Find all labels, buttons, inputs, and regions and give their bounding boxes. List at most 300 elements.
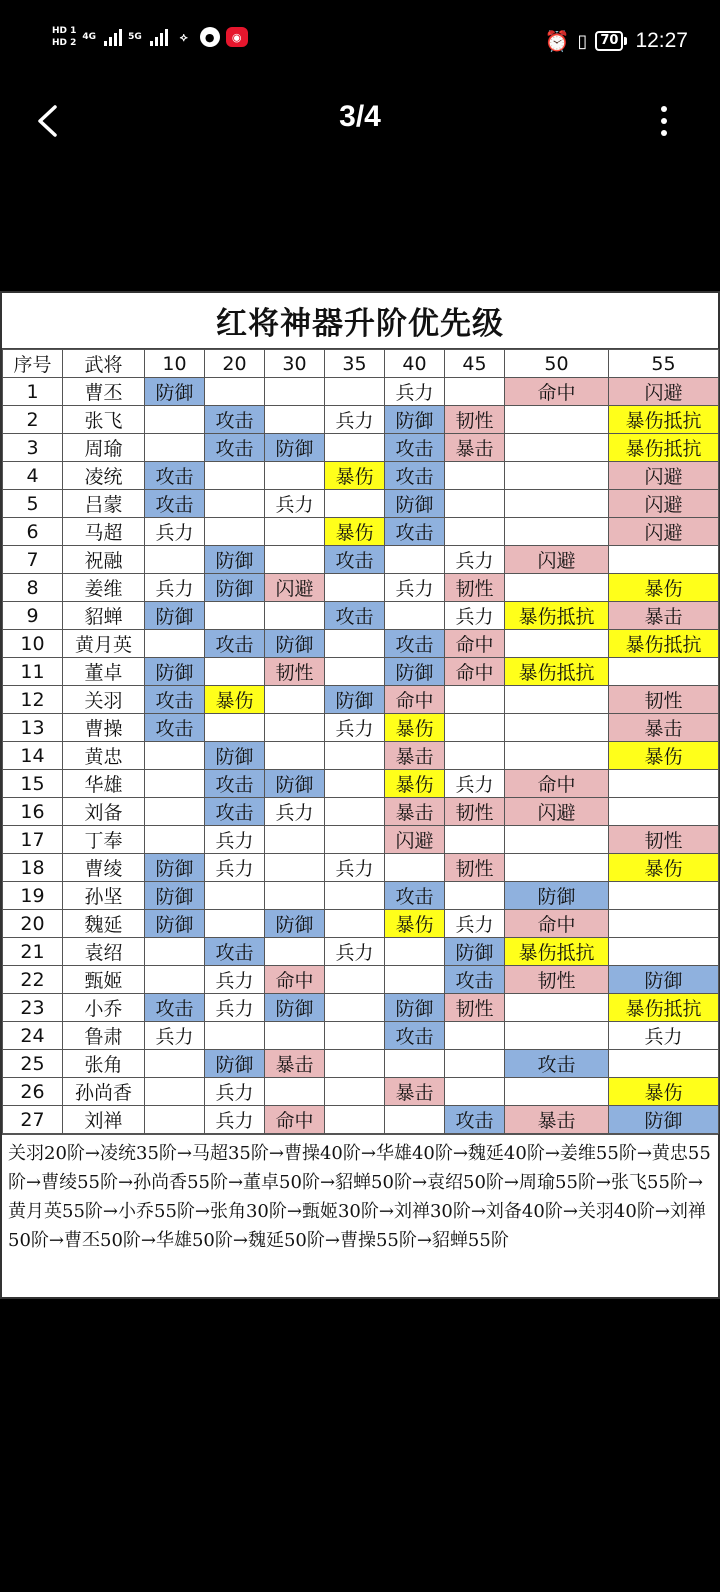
attribute-cell: 防御 [505,882,609,910]
attribute-cell [265,714,325,742]
attribute-cell [325,966,385,994]
row-number: 19 [3,882,63,910]
general-name: 凌统 [63,462,145,490]
attribute-cell: 防御 [385,658,445,686]
attribute-cell: 暴击 [609,602,719,630]
attribute-cell [445,1022,505,1050]
attribute-cell: 韧性 [505,966,609,994]
attribute-cell: 暴伤抵抗 [505,602,609,630]
table-row [3,882,719,910]
general-name: 丁奉 [63,826,145,854]
network-4g-label: 4G [82,32,97,42]
attribute-cell: 攻击 [205,630,265,658]
attribute-cell: 防御 [609,966,719,994]
attribute-cell: 兵力 [325,938,385,966]
table-row [3,994,719,1022]
attribute-cell [145,1106,205,1134]
attribute-cell: 暴伤 [609,854,719,882]
attribute-cell: 攻击 [385,1022,445,1050]
column-header: 35 [325,350,385,378]
general-name: 张角 [63,1050,145,1078]
attribute-cell [445,490,505,518]
attribute-cell: 闪避 [505,798,609,826]
attribute-cell: 暴伤 [385,770,445,798]
general-name: 魏延 [63,910,145,938]
attribute-cell [325,798,385,826]
attribute-cell [445,826,505,854]
attribute-cell [445,1050,505,1078]
attribute-cell [205,882,265,910]
attribute-cell: 防御 [205,546,265,574]
attribute-cell: 闪避 [609,490,719,518]
attribute-cell [145,630,205,658]
attribute-cell [325,742,385,770]
attribute-cell: 攻击 [385,630,445,658]
attribute-cell [265,1022,325,1050]
attribute-cell [385,1106,445,1134]
attribute-cell: 攻击 [205,938,265,966]
general-name: 刘备 [63,798,145,826]
attribute-cell [445,714,505,742]
attribute-cell: 暴伤抵抗 [609,434,719,462]
attribute-cell: 防御 [385,994,445,1022]
attribute-cell [609,798,719,826]
general-name: 祝融 [63,546,145,574]
attribute-cell: 暴击 [385,1078,445,1106]
attribute-cell: 防御 [265,630,325,658]
attribute-cell: 防御 [205,1050,265,1078]
attribute-cell [609,546,719,574]
attribute-cell: 暴击 [385,742,445,770]
status-bar [0,0,720,86]
attribute-cell [205,378,265,406]
table-row [3,1022,719,1050]
column-header: 20 [205,350,265,378]
attribute-cell: 防御 [145,658,205,686]
hd-indicator [52,26,76,48]
more-dots-icon [661,106,667,112]
attribute-cell [325,434,385,462]
row-number: 1 [3,378,63,406]
attribute-cell [145,546,205,574]
general-name: 周瑜 [63,434,145,462]
attribute-cell [505,630,609,658]
attribute-cell: 攻击 [445,966,505,994]
attribute-cell: 暴伤抵抗 [505,938,609,966]
table-row [3,966,719,994]
attribute-cell [265,686,325,714]
attribute-cell [265,602,325,630]
row-number: 25 [3,1050,63,1078]
row-number: 27 [3,1106,63,1134]
battery-level: 70 [595,31,623,51]
attribute-cell [325,910,385,938]
general-name: 姜维 [63,574,145,602]
attribute-cell: 韧性 [609,826,719,854]
table-row [3,434,719,462]
attribute-cell: 攻击 [205,770,265,798]
attribute-cell [505,742,609,770]
attribute-cell [445,882,505,910]
attribute-cell: 攻击 [385,882,445,910]
attribute-cell [609,882,719,910]
attribute-cell [205,658,265,686]
attribute-cell: 闪避 [609,378,719,406]
attribute-cell [385,602,445,630]
attribute-cell: 兵力 [445,910,505,938]
attribute-cell [505,714,609,742]
attribute-cell: 闪避 [609,462,719,490]
attribute-cell [609,658,719,686]
attribute-cell [505,434,609,462]
attribute-cell: 暴伤抵抗 [505,658,609,686]
attribute-cell [505,406,609,434]
attribute-cell: 韧性 [609,686,719,714]
attribute-cell [505,574,609,602]
wechat-icon: ● [200,27,220,47]
attribute-cell: 兵力 [325,406,385,434]
attribute-cell [205,1022,265,1050]
row-number: 9 [3,602,63,630]
attribute-cell [505,490,609,518]
attribute-cell [145,798,205,826]
attribute-cell: 韧性 [445,854,505,882]
attribute-cell: 攻击 [385,518,445,546]
attribute-cell [325,1050,385,1078]
table-row [3,574,719,602]
general-name: 黄月英 [63,630,145,658]
attribute-cell [505,994,609,1022]
attribute-cell: 兵力 [205,994,265,1022]
attribute-cell: 暴击 [505,1106,609,1134]
attribute-cell: 闪避 [609,518,719,546]
attribute-cell: 暴伤 [325,518,385,546]
attribute-cell: 防御 [265,770,325,798]
table-body [3,378,719,1134]
column-header: 序号 [3,350,63,378]
hd2-label: HD 2 [52,38,77,48]
general-name: 曹操 [63,714,145,742]
attribute-cell: 防御 [265,994,325,1022]
attribute-cell: 暴击 [609,714,719,742]
table-row [3,490,719,518]
attribute-cell: 暴伤 [205,686,265,714]
column-header: 45 [445,350,505,378]
attribute-cell [609,770,719,798]
attribute-cell: 暴伤 [325,462,385,490]
hd1-label: HD 1 [52,26,77,36]
attribute-cell [445,1078,505,1106]
table-row [3,938,719,966]
column-header: 10 [145,350,205,378]
row-number: 20 [3,910,63,938]
attribute-cell [385,546,445,574]
general-name: 关羽 [63,686,145,714]
row-number: 23 [3,994,63,1022]
attribute-cell [325,574,385,602]
attribute-cell [205,910,265,938]
attribute-cell [445,462,505,490]
column-header: 武将 [63,350,145,378]
attribute-cell [265,1078,325,1106]
table-row [3,602,719,630]
attribute-cell [325,1078,385,1106]
table-row [3,798,719,826]
row-number: 13 [3,714,63,742]
row-number: 22 [3,966,63,994]
attribute-cell: 攻击 [145,714,205,742]
signal-icon [104,28,122,46]
row-number: 15 [3,770,63,798]
priority-table [2,349,719,1134]
attribute-cell [325,994,385,1022]
attribute-cell [265,854,325,882]
attribute-cell: 兵力 [205,854,265,882]
row-number: 17 [3,826,63,854]
attribute-cell: 韧性 [445,994,505,1022]
attribute-cell: 防御 [145,882,205,910]
attribute-cell: 防御 [265,434,325,462]
table-header-row [3,350,719,378]
table-row [3,910,719,938]
attribute-cell: 防御 [385,490,445,518]
attribute-cell [265,938,325,966]
battery-icon [595,31,627,51]
attribute-cell: 兵力 [205,966,265,994]
attribute-cell [325,882,385,910]
alarm-icon: ⏰ [544,29,570,53]
attribute-cell [609,910,719,938]
attribute-cell [205,490,265,518]
attribute-cell: 兵力 [609,1022,719,1050]
attribute-cell [145,1050,205,1078]
attribute-cell: 攻击 [145,490,205,518]
table-row [3,714,719,742]
attribute-cell: 攻击 [145,994,205,1022]
general-name: 张飞 [63,406,145,434]
attribute-cell [505,1022,609,1050]
table-row [3,546,719,574]
attribute-cell [445,686,505,714]
attribute-cell: 攻击 [325,546,385,574]
row-number: 16 [3,798,63,826]
general-name: 甄姬 [63,966,145,994]
attribute-cell: 暴伤抵抗 [609,994,719,1022]
vibrate-icon: ▯ [577,30,588,52]
attribute-cell [265,378,325,406]
weibo-icon: ◉ [226,27,248,47]
row-number: 10 [3,630,63,658]
general-name: 董卓 [63,658,145,686]
attribute-cell: 防御 [325,686,385,714]
attribute-cell: 暴击 [385,798,445,826]
attribute-cell: 暴伤抵抗 [609,406,719,434]
row-number: 4 [3,462,63,490]
attribute-cell [325,1106,385,1134]
attribute-cell: 攻击 [205,406,265,434]
attribute-cell [609,938,719,966]
attribute-cell [445,518,505,546]
attribute-cell: 暴伤 [609,1078,719,1106]
attribute-cell: 兵力 [205,826,265,854]
table-row [3,770,719,798]
attribute-cell [145,742,205,770]
row-number: 5 [3,490,63,518]
attribute-cell [205,602,265,630]
network-5g-label: 5G [128,32,142,42]
attribute-cell: 防御 [145,910,205,938]
attribute-cell: 防御 [205,742,265,770]
attribute-cell: 命中 [445,658,505,686]
attribute-cell [265,518,325,546]
attribute-cell: 攻击 [325,602,385,630]
attribute-cell: 兵力 [445,602,505,630]
attribute-cell: 韧性 [445,798,505,826]
table-row [3,1078,719,1106]
attribute-cell: 暴伤抵抗 [609,630,719,658]
general-name: 马超 [63,518,145,546]
row-number: 21 [3,938,63,966]
attribute-cell: 防御 [145,854,205,882]
row-number: 8 [3,574,63,602]
attribute-cell [325,378,385,406]
attribute-cell: 兵力 [265,798,325,826]
attribute-cell [325,826,385,854]
attribute-cell [145,826,205,854]
attribute-cell: 暴击 [445,434,505,462]
table-row [3,518,719,546]
attribute-cell: 攻击 [145,462,205,490]
general-name: 鲁肃 [63,1022,145,1050]
table-row [3,462,719,490]
row-number: 11 [3,658,63,686]
row-number: 3 [3,434,63,462]
attribute-cell [505,686,609,714]
general-name: 吕蒙 [63,490,145,518]
row-number: 14 [3,742,63,770]
attribute-cell: 兵力 [205,1106,265,1134]
attribute-cell: 攻击 [445,1106,505,1134]
attribute-cell: 兵力 [325,714,385,742]
table-row [3,658,719,686]
link-icon: ⟡ [179,29,188,44]
attribute-cell: 攻击 [145,686,205,714]
clock: 12:27 [635,29,688,52]
column-header: 40 [385,350,445,378]
attribute-cell: 命中 [505,378,609,406]
attribute-cell [145,434,205,462]
attribute-cell [265,406,325,434]
column-header: 50 [505,350,609,378]
attribute-cell: 攻击 [385,434,445,462]
attribute-cell: 闪避 [385,826,445,854]
attribute-cell [265,882,325,910]
table-row [3,406,719,434]
table-row [3,630,719,658]
attribute-cell [145,1078,205,1106]
attribute-cell: 暴伤 [609,742,719,770]
column-header: 55 [609,350,719,378]
general-name: 孙坚 [63,882,145,910]
attribute-cell [445,378,505,406]
attribute-cell [505,854,609,882]
general-name: 华雄 [63,770,145,798]
attribute-cell: 兵力 [145,1022,205,1050]
attribute-cell [325,1022,385,1050]
table-row [3,1106,719,1134]
attribute-cell [145,938,205,966]
row-number: 12 [3,686,63,714]
attribute-cell: 韧性 [445,574,505,602]
attribute-cell: 兵力 [385,574,445,602]
attribute-cell: 韧性 [445,406,505,434]
image-viewer[interactable] [0,291,720,1299]
attribute-cell: 兵力 [325,854,385,882]
attribute-cell: 韧性 [265,658,325,686]
page-indicator: 3/4 [339,100,381,133]
attribute-cell [265,826,325,854]
row-number: 24 [3,1022,63,1050]
attribute-cell: 命中 [505,770,609,798]
signal-icon [150,28,168,46]
attribute-cell: 兵力 [385,378,445,406]
more-options-button[interactable] [644,98,684,144]
attribute-cell [145,770,205,798]
table-row [3,378,719,406]
attribute-cell [145,966,205,994]
attribute-cell: 命中 [265,1106,325,1134]
attribute-cell: 兵力 [445,770,505,798]
attribute-cell: 命中 [385,686,445,714]
attribute-cell: 暴伤 [385,910,445,938]
attribute-cell: 防御 [145,378,205,406]
attribute-cell: 防御 [265,910,325,938]
table-row [3,826,719,854]
general-name: 袁绍 [63,938,145,966]
column-header: 30 [265,350,325,378]
attribute-cell [325,770,385,798]
attribute-cell: 攻击 [505,1050,609,1078]
attribute-cell: 攻击 [205,798,265,826]
top-bar [0,90,720,152]
table-row [3,742,719,770]
table-row [3,686,719,714]
attribute-cell: 兵力 [205,1078,265,1106]
attribute-cell [505,826,609,854]
attribute-cell [505,1078,609,1106]
attribute-cell [325,630,385,658]
attribute-cell: 命中 [445,630,505,658]
status-left [52,26,248,48]
row-number: 26 [3,1078,63,1106]
attribute-cell [325,658,385,686]
attribute-cell [265,546,325,574]
attribute-cell [265,742,325,770]
attribute-cell: 攻击 [385,462,445,490]
general-name: 黄忠 [63,742,145,770]
row-number: 18 [3,854,63,882]
image-title: 红将神器升阶优先级 [2,293,718,349]
attribute-cell [265,462,325,490]
attribute-cell [505,518,609,546]
general-name: 小乔 [63,994,145,1022]
attribute-cell: 兵力 [145,574,205,602]
attribute-cell: 攻击 [205,434,265,462]
attribute-cell [385,1050,445,1078]
attribute-cell [145,406,205,434]
attribute-cell: 兵力 [445,546,505,574]
row-number: 2 [3,406,63,434]
